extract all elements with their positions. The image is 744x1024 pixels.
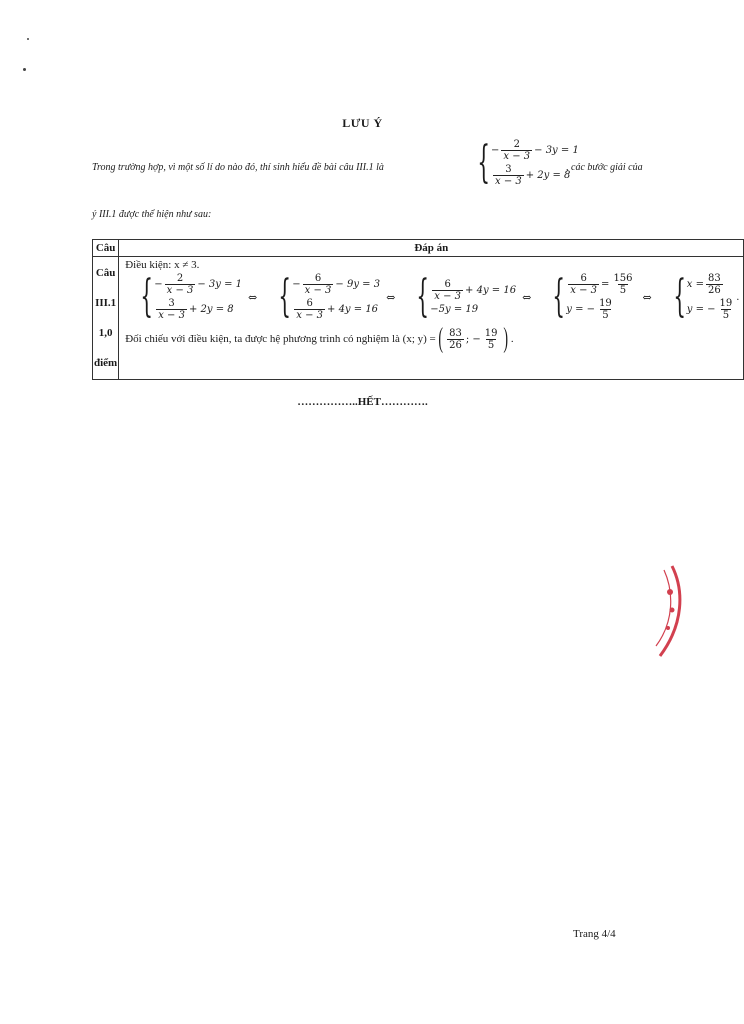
page-heading: LƯU Ý <box>342 116 383 130</box>
condition-text: Điều kiện: x ≠ 3. <box>125 259 200 271</box>
question-label: Câu III.1 <box>95 267 117 309</box>
page-number: Trang 4/4 <box>573 928 616 940</box>
answer-table <box>92 239 744 380</box>
system-step-2: { − $\frac{6}{x - 3}$ − 9y = 3 $\frac{6}{x - 3}$ + 4y = 16 <box>278 271 381 322</box>
given-row-2: $\frac{3}{x - 3}$ + 2y = 8 <box>495 164 571 187</box>
conclusion: Đối chiếu với điều kiện, ta được hệ phương trình có nghiệm là (x; y) = ( $\frac{83}{26}$ ; − $\frac{19}{5}$ ) . <box>125 323 514 354</box>
end-mark: ……………..HẾT…………. <box>297 396 428 408</box>
intro-text-end: , các bước giải của <box>566 162 643 173</box>
question-cell <box>93 257 119 380</box>
equivalence-symbol: ⇔ <box>642 290 652 304</box>
header-question: Câu <box>93 240 119 257</box>
given-system: { − $\frac{2}{x - 3}$ − 3y = 1 $\frac{3}{x - 3}$ + 2y = 8 <box>477 137 579 188</box>
system-step-3: { $\frac{6}{x - 3}$ + 4y = 16 −5y = 19 <box>416 271 517 322</box>
system-step-4: { $\frac{6}{x - 3}$ = $\frac{156}{5}$ y = − $\frac{19}{5}$ <box>552 271 633 322</box>
scan-speck <box>27 38 29 40</box>
header-answer: Đáp án <box>119 240 744 257</box>
equivalence-symbol: ⇔ <box>386 290 396 304</box>
official-seal-stamp <box>650 562 682 662</box>
solution-chain <box>125 273 739 321</box>
question-points: 1,0 điểm <box>94 327 118 369</box>
scan-speck <box>23 68 26 71</box>
given-row-1: − $\frac{2}{x - 3}$ − 3y = 1 <box>491 139 579 162</box>
equivalence-symbol: ⇔ <box>248 290 258 304</box>
intro-line-2: ý III.1 được thể hiện như sau: <box>92 209 212 220</box>
equivalence-symbol: ⇔ <box>522 290 532 304</box>
answer-cell <box>119 257 744 380</box>
system-step-5: { x = $\frac{83}{26}$ y = − $\frac{19}{5}$ . <box>673 271 740 322</box>
system-step-1: { − $\frac{2}{x - 3}$ − 3y = 1 $\frac{3}{x - 3}$ + 2y = 8 <box>140 271 243 322</box>
intro-text: Trong trường hợp, vì một số lí do nào đó, thí sinh hiểu đề bài câu III.1 là <box>92 162 384 173</box>
